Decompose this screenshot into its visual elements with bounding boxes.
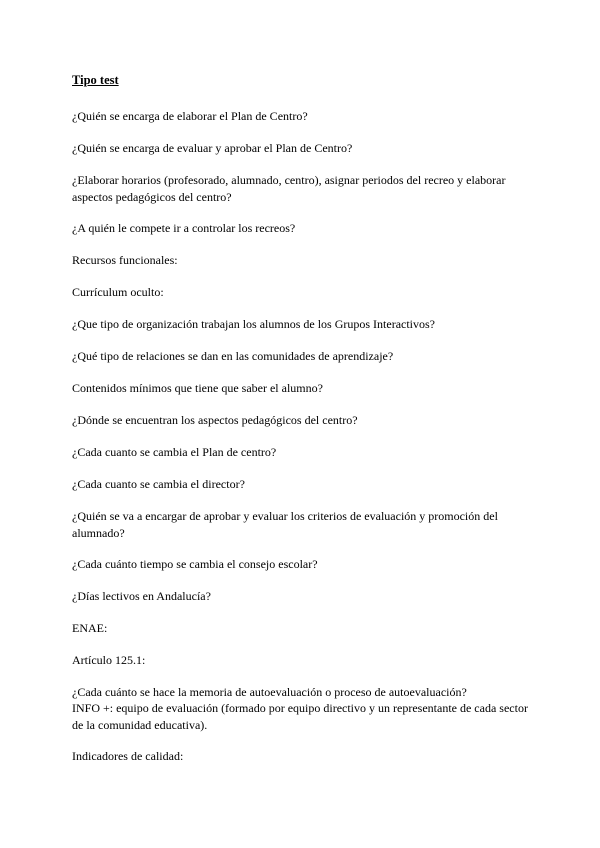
- question-cambio-plan: ¿Cada cuanto se cambia el Plan de centro?: [72, 445, 277, 459]
- question-elaborar-plan: ¿Quién se encarga de elaborar el Plan de Centro?: [72, 109, 308, 123]
- item-articulo: Artículo 125.1:: [72, 653, 146, 667]
- question-contenidos-minimos: Contenidos mínimos que tiene que saber el alumno?: [72, 381, 323, 395]
- item-recursos-funcionales: Recursos funcionales:: [72, 253, 178, 267]
- page-title: Tipo test: [72, 73, 119, 87]
- question-grupos-interactivos: ¿Que tipo de organización trabajan los alumnos de los Grupos Interactivos?: [72, 317, 436, 331]
- question-consejo-escolar: ¿Cada cuánto tiempo se cambia el consejo escolar?: [72, 557, 318, 571]
- question-comunidades-aprendizaje: ¿Qué tipo de relaciones se dan en las comunidades de aprendizaje?: [72, 349, 394, 363]
- item-curriculum-oculto: Currículum oculto:: [72, 285, 164, 299]
- question-aspectos-pedagogicos: ¿Dónde se encuentran los aspectos pedagógicos del centro?: [72, 413, 358, 427]
- question-controlar-recreos: ¿A quién le compete ir a controlar los recreos?: [72, 221, 296, 235]
- info-equipo-evaluacion: INFO +: equipo de evaluación (formado por equipo directivo y un representante de cada sector de la comunidad educativa).: [72, 701, 528, 732]
- question-memoria-autoevaluacion: ¿Cada cuánto se hace la memoria de autoevaluación o proceso de autoevaluación?: [72, 685, 467, 699]
- item-indicadores-calidad: Indicadores de calidad:: [72, 749, 184, 763]
- question-evaluar-plan: ¿Quién se encarga de evaluar y aprobar el Plan de Centro?: [72, 141, 353, 155]
- item-enae: ENAE:: [72, 621, 108, 635]
- question-dias-lectivos: ¿Días lectivos en Andalucía?: [72, 589, 211, 603]
- question-elaborar-horarios: ¿Elaborar horarios (profesorado, alumnado, centro), asignar periodos del recreo y elaborar aspectos pedagógicos del centro?: [72, 173, 506, 204]
- question-cambio-director: ¿Cada cuanto se cambia el director?: [72, 477, 245, 491]
- question-criterios-evaluacion: ¿Quién se va a encargar de aprobar y evaluar los criterios de evaluación y promoción del alumnado?: [72, 509, 498, 540]
